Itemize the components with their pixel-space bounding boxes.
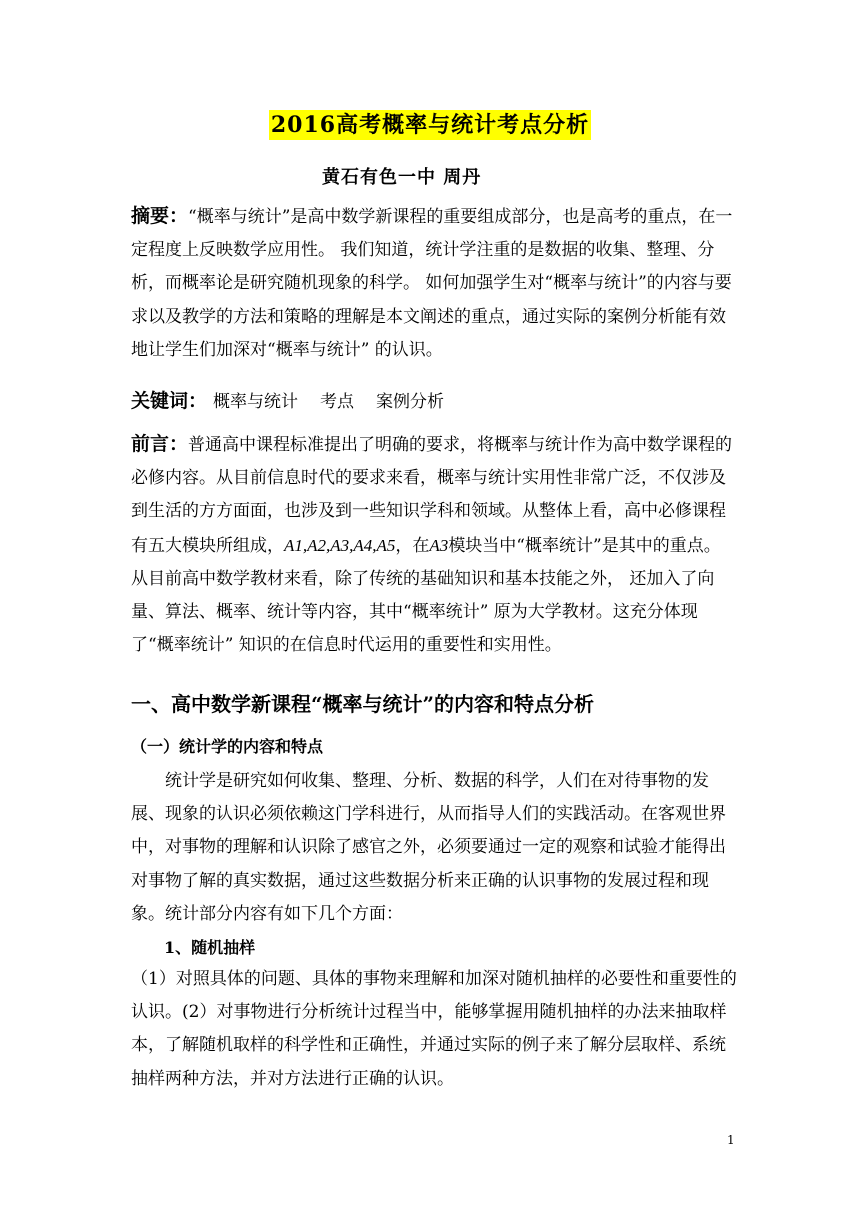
preface-text-1: 普通高中课程标准提出了明确的要求，将概率与统计作为高中数学课程的必修内容。从目前信息时代的要求来看，概率与统计实用性非常广泛，不仅涉及到生活的方方面面，也涉及到一些知识学科和领域。从整体上看，高中必修课程有五大模块所组成， bbox=[131, 435, 733, 556]
abstract-text: “概率与统计”是高中数学新课程的重要组成部分，也是高考的重点，在一定程度上反映数学应用性。 我们知道，统计学注重的是数据的收集、整理、分析，而概率论是研究随机现象的科学。 如何加强学生对“概率与统计”的内容与要求以及教学的方法和策略的理解是本文阐述的重点，通过实际的案例分析能有效地让学生们加深对“概率与统计” 的认识。 bbox=[131, 207, 733, 360]
title-text: 2016高考概率与统计考点分析 bbox=[270, 112, 590, 138]
module-list-formula bbox=[284, 536, 395, 555]
section-1-subheading: （一）统计学的内容和特点 bbox=[131, 737, 324, 756]
abstract-paragraph bbox=[131, 200, 737, 367]
module-ref-formula: A3 bbox=[429, 535, 449, 555]
page-number: 1 bbox=[727, 1133, 735, 1147]
statistics-paragraph: 统计学是研究如何收集、整理、分析、数据的科学，人们在对待事物的发展、现象的认识必须依赖这门学科进行，从而指导人们的实践活动。在客观世界中，对事物的理解和认识除了感官之外，必须要通过一定的观察和试验才能得出对事物了解的真实数据，通过这些数据分析来正确的认识事物的发展过程和现象。统计部分内容有如下几个方面： bbox=[131, 771, 726, 924]
document-title bbox=[0, 108, 860, 139]
keywords-line bbox=[131, 386, 466, 413]
keyword-item: 概率与统计 bbox=[213, 392, 299, 412]
author-line: 黄石有色一中 周丹 bbox=[322, 167, 482, 188]
preface-paragraph bbox=[131, 428, 737, 662]
random-sampling-paragraph: （1）对照具体的问题、具体的事物来理解和加深对随机抽样的必要性和重要性的认识。(2）对事物进行分析统计过程当中，能够掌握用随机抽样的办法来抽取样本，了解随机取样的科学性和正确性，并通过实际的例子来了解分层取样、系统抽样两种方法，并对方法进行正确的认识。 bbox=[131, 969, 737, 1089]
random-sampling-heading: 1、随机抽样 bbox=[164, 938, 256, 957]
preface-text-3: 模块当中“概率统计”是其中的重点。从目前高中数学教材来看，除了传统的基础知识和基本技能之外， 还加入了向量、算法、概率、统计等内容，其中“概率统计” 原为大学教材。这充分体现了“概率统计” 知识的在信息时代运用的重要性和实用性。 bbox=[131, 535, 721, 656]
preface-label: 前言： bbox=[131, 433, 189, 455]
module-list-text: A1,A2,A3,A4,A5 bbox=[284, 535, 396, 555]
abstract-label: 摘要： bbox=[131, 205, 189, 227]
keywords-label: 关键词： bbox=[131, 390, 208, 412]
preface-text-2: ，在 bbox=[395, 535, 430, 556]
keyword-item: 案例分析 bbox=[376, 392, 445, 412]
section-1-heading: 一、高中数学新课程“概率与统计”的内容和特点分析 bbox=[131, 692, 595, 716]
keyword-item: 考点 bbox=[320, 392, 355, 412]
